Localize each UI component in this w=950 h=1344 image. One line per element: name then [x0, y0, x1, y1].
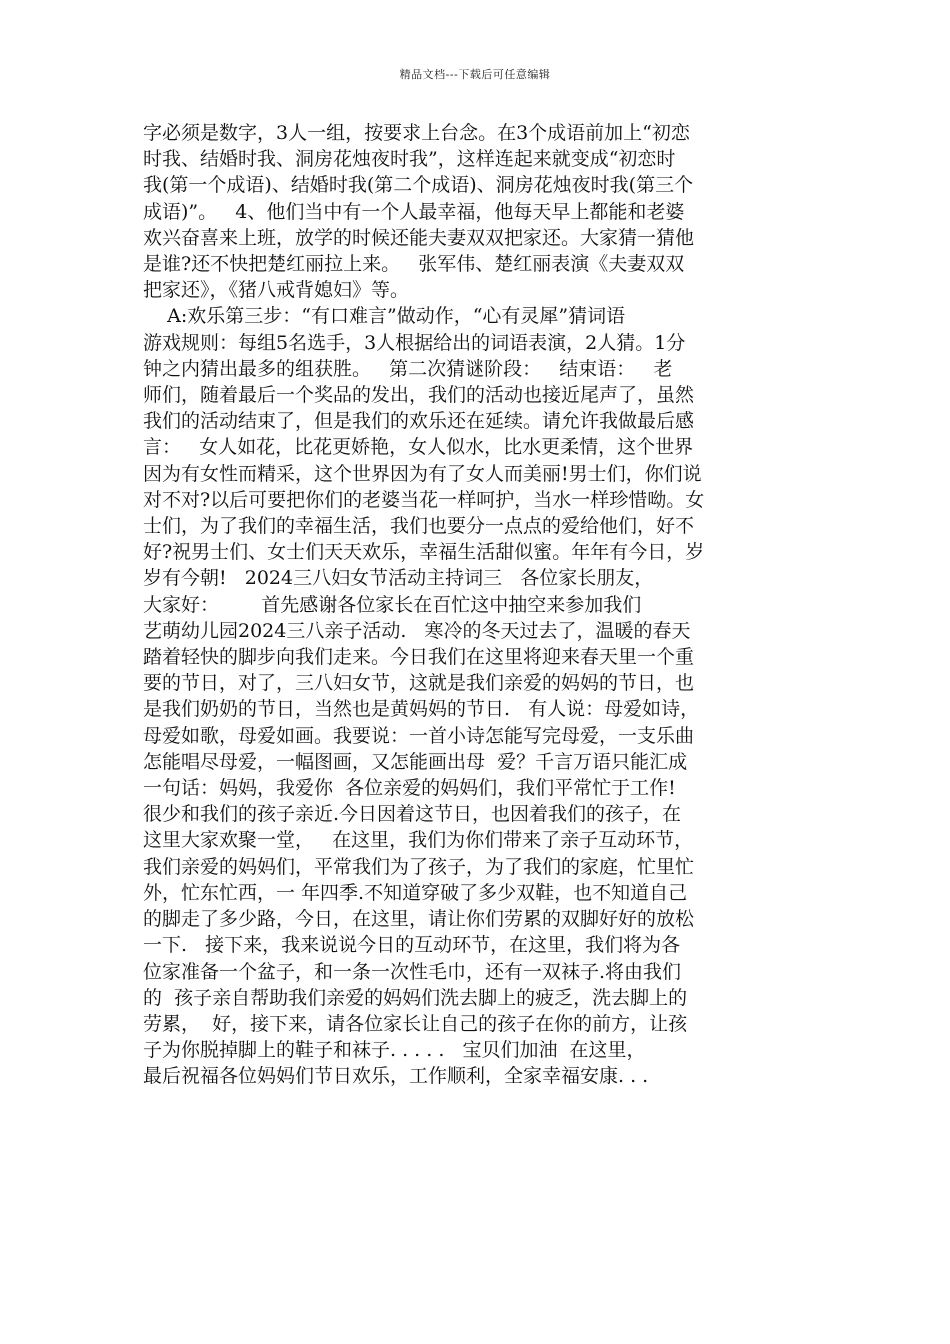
body-line: 言： 女人如花，比花更娇艳，女人似水，比水更柔情，这个世界: [143, 436, 694, 459]
body-line: 时我、结婚时我、洞房花烛夜时我”，这样连起来就变成“初恋时: [143, 148, 676, 171]
body-line: 的脚走了多少路，今日，在这里，请让你们劳累的双脚好好的放松: [143, 908, 695, 931]
body-line: 是我们奶奶的节日，当然也是黄妈妈的节日. 有人说：母爱如诗，: [143, 698, 700, 721]
body-line: 外，忙东忙西，一 年四季.不知道穿破了多少双鞋，也不知道自己: [143, 881, 688, 904]
body-line: 的 孩子亲自帮助我们亲爱的妈妈们洗去脚上的疲乏，洗去脚上的: [143, 986, 688, 1009]
body-line: 这里大家欢聚一堂， 在这里，我们为你们带来了亲子互动环节，: [143, 829, 694, 852]
body-line: A:欢乐第三步：“有口难言”做动作，“心有灵犀”猜词语: [143, 305, 626, 328]
body-line: 我们亲爱的妈妈们，平常我们为了孩子，为了我们的家庭，忙里忙: [143, 855, 695, 878]
body-line: 是谁?还不快把楚红丽拉上来。 张军伟、楚红丽表演《夫妻双双: [143, 253, 685, 276]
body-line: 位家准备一个盆子，和一条一次性毛巾，还有一双袜子.将由我们: [143, 960, 682, 983]
body-line: 一下. 接下来，我来说说今日的互动环节，在这里，我们将为各: [143, 934, 681, 957]
body-line: 钟之内猜出最多的组获胜。 第二次猜谜阶段： 结束语： 老: [143, 357, 673, 380]
body-line: 对不对?以后可要把你们的老婆当花一样呵护，当水一样珍惜呦。女: [143, 488, 705, 511]
body-line: 我们的活动结束了，但是我们的欢乐还在延续。请允许我做最后感: [143, 410, 695, 433]
body-line: 欢兴奋喜来上班，放学的时候还能夫妻双双把家还。大家猜一猜他: [143, 226, 695, 249]
body-line: 游戏规则：每组5名选手，3人根据给出的词语表演，2人猜。1分: [143, 331, 686, 354]
body-line: 怎能唱尽母爱，一幅图画，又怎能画出母 爱？千言万语只能汇成: [143, 750, 688, 773]
body-line: 字必须是数字，3人一组，按要求上台念。在3个成语前加上“初恋: [143, 122, 690, 144]
document-body: [143, 120, 823, 1090]
body-line: 子为你脱掉脚上的鞋子和袜子. . . . . 宝贝们加油 在这里，: [143, 1039, 646, 1062]
page-header: 精品文档---下载后可任意编辑: [399, 68, 551, 81]
body-line: 我(第一个成语)、结婚时我(第二个成语)、洞房花烛夜时我(第三个: [143, 174, 694, 197]
body-line: 把家还》，《猪八戒背媳妇》等。: [143, 279, 410, 302]
body-line: 要的节日，对了，三八妇女节，这就是我们亲爱的妈妈的节日，也: [143, 672, 695, 695]
body-line: 好?祝男士们、女士们天天欢乐，幸福生活甜似蜜。年年有今日，岁: [143, 541, 705, 564]
body-line: 士们，为了我们的幸福生活，我们也要分一点点的爱给他们，好不: [143, 515, 695, 538]
body-line: 最后祝福各位妈妈们节日欢乐，工作顺利，全家幸福安康. . .: [143, 1065, 649, 1088]
body-line: 母爱如歌，母爱如画。我要说：一首小诗怎能写完母爱，一支乐曲: [143, 724, 695, 747]
body-line: 一句话：妈妈，我爱你 各位亲爱的妈妈们，我们平常忙于工作!: [143, 777, 676, 800]
body-line: 因为有女性而精采，这个世界因为有了女人而美丽!男士们，你们说: [143, 462, 702, 485]
body-line: 大家好： 首先感谢各位家长在百忙这中抽空来参加我们: [143, 593, 642, 616]
body-line: 成语)”。 4、他们当中有一个人最幸福，他每天早上都能和老婆: [143, 200, 685, 223]
body-line: 师们，随着最后一个奖品的发出，我们的活动也接近尾声了，虽然: [143, 384, 695, 407]
body-line: 艺萌幼儿园2024三八亲子活动. 寒冷的冬天过去了，温暖的春天: [143, 619, 691, 642]
body-line: 劳累， 好，接下来，请各位家长让自己的孩子在你的前方，让孩: [143, 1012, 688, 1035]
body-line: 很少和我们的孩子亲近.今日因着这节日，也因着我们的孩子，在: [143, 803, 682, 826]
body-line: 踏着轻快的脚步向我们走来。今日我们在这里将迎来春天里一个重: [143, 646, 695, 669]
body-line: 岁有今朝! 2024三八妇女节活动主持词三 各位家长朋友，: [143, 567, 654, 590]
